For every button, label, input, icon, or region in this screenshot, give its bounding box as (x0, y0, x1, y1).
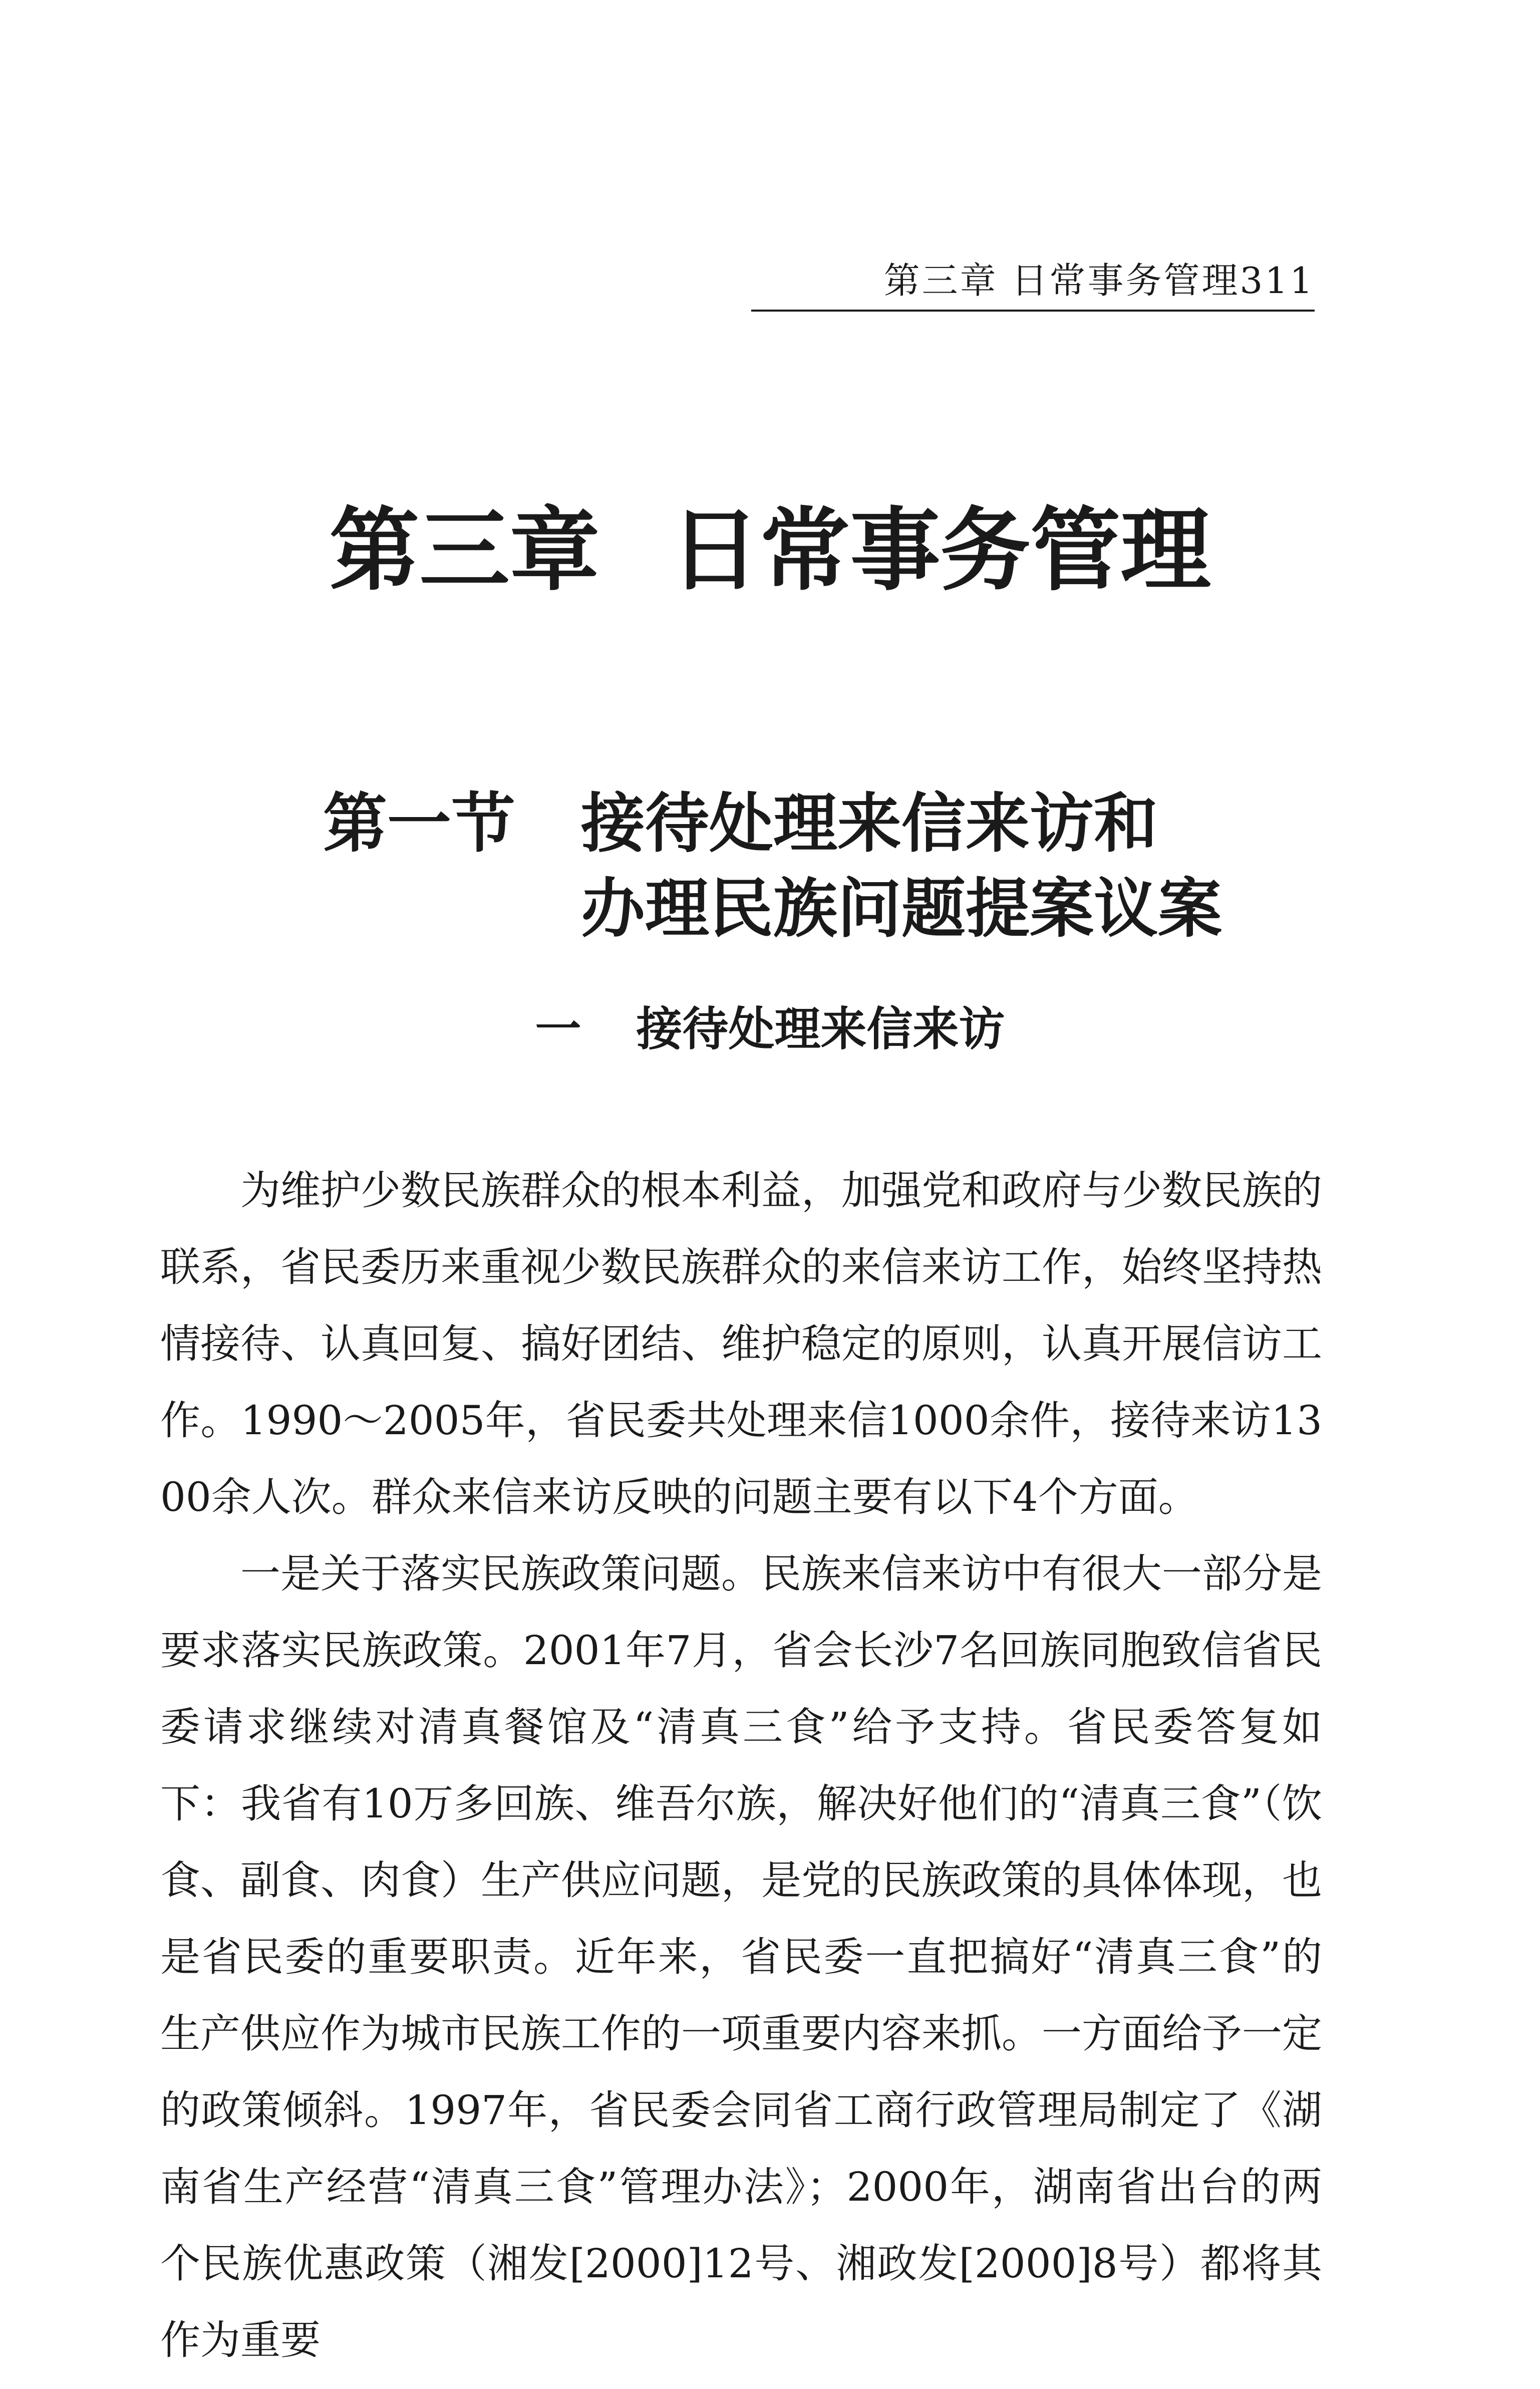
running-header-text: 第三章 日常事务管理311 (883, 259, 1315, 302)
section-title-line-2: 办理民族问题提案议案 (581, 872, 1222, 946)
subsection-title: 接待处理来信来访 (636, 1002, 1005, 1056)
section-title-line-1: 接待处理来信来访和 (581, 786, 1158, 861)
chapter-name: 日常事务管理 (670, 498, 1211, 603)
section-number: 第一节 (323, 786, 516, 861)
subsection-heading (0, 997, 1540, 1062)
paragraph-2: 一是关于落实民族政策问题。民族来信来访中有很大一部分是要求落实民族政策。2001年7月，省会长沙7名回族同胞致信省民委请求继续对清真餐馆及“清真三食”给予支持。省民委答复如下：我省有10万多回族、维吾尔族，解决好他们的“清真三食”（饮食、副食、肉食）生产供应问题，是党的民族政策的具体体现，也是省民委的重要职责。近年来，省民委一直把搞好“清真三食”的生产供应作为城市民族工作的一项重要内容来抓。一方面给予一定的政策倾斜。1997年，省民委会同省工商行政管理局制定了《湖南省生产经营“清真三食”管理办法》；2000年，湖南省出台的两个民族优惠政策（湘发[2000]12号、湘政发[2000]8号）都将其作为重要 (160, 1550, 1322, 2363)
section-title (581, 781, 1222, 952)
running-header (751, 256, 1315, 312)
chapter-title (0, 496, 1540, 606)
body-text (160, 1152, 1322, 2378)
chapter-number: 第三章 (329, 498, 600, 603)
subsection-number: 一 (535, 1002, 581, 1056)
paragraph-1: 为维护少数民族群众的根本利益，加强党和政府与少数民族的联系，省民委历来重视少数民族群众的来信来访工作，始终坚持热情接待、认真回复、搞好团结、维护稳定的原则，认真开展信访工作。1990～2005年，省民委共处理来信1000余件，接待来访1300余人次。群众来信来访反映的问题主要有以下4个方面。 (160, 1167, 1322, 1520)
